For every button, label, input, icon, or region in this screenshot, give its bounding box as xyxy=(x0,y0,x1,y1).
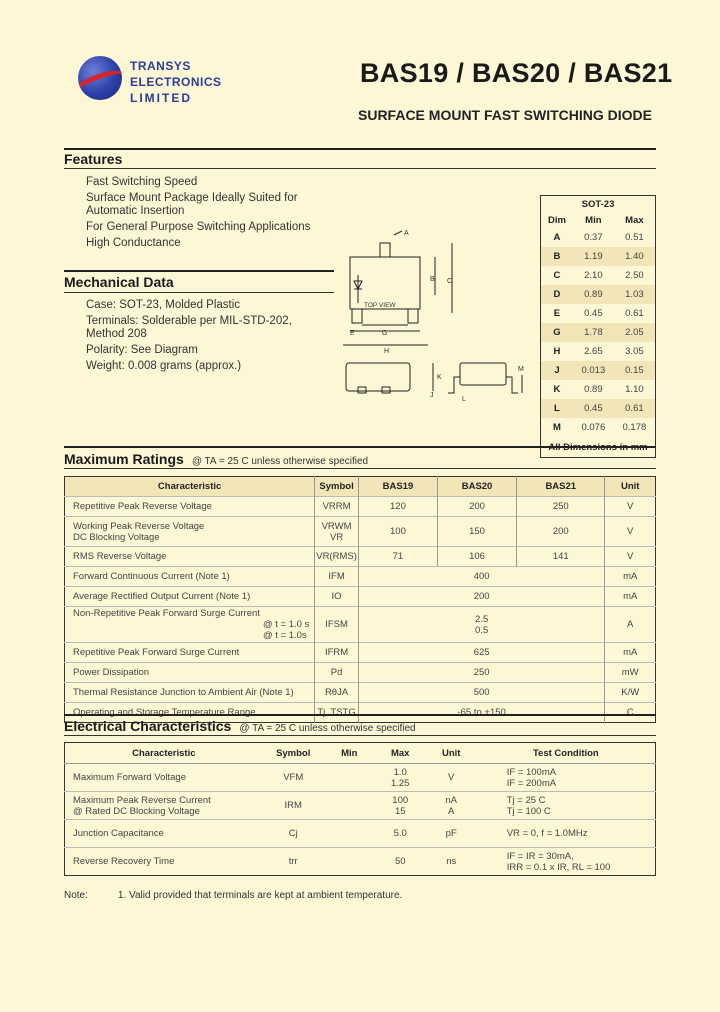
column-header: Symbol xyxy=(263,743,324,764)
unit-cell: V xyxy=(605,517,656,547)
divider xyxy=(64,270,334,272)
dimensions-table xyxy=(540,195,656,458)
page-subtitle: SURFACE MOUNT FAST SWITCHING DIODE xyxy=(358,107,652,123)
value-cell: 71 xyxy=(358,547,437,567)
max-cell xyxy=(375,820,426,848)
table-row xyxy=(541,266,656,285)
characteristic-text: Operating and Storage Temperature Range xyxy=(73,707,256,718)
unit-cell: C xyxy=(605,703,656,723)
column-header: Characteristic xyxy=(65,477,315,497)
characteristic-cell xyxy=(65,848,263,876)
table-row xyxy=(65,663,656,683)
table-row xyxy=(65,587,656,607)
dim-label-m: M xyxy=(518,366,524,373)
min-cell xyxy=(324,792,375,820)
characteristic-cell xyxy=(65,497,315,517)
footnote-label: Note: xyxy=(64,890,88,901)
test-condition-cell xyxy=(477,820,656,848)
characteristic-cell xyxy=(65,820,263,848)
max-ratings-table xyxy=(64,476,656,723)
list-item: For General Purpose Switching Applications xyxy=(86,221,311,233)
unit-cell: mA xyxy=(605,643,656,663)
characteristic-cell xyxy=(65,663,315,683)
value-cell: 200 xyxy=(437,497,516,517)
divider xyxy=(64,735,656,736)
page-title: BAS19 / BAS20 / BAS21 xyxy=(360,58,673,88)
table-cell: 1.03 xyxy=(614,285,656,304)
table-cell: C xyxy=(553,270,561,281)
column-header: BAS21 xyxy=(517,477,605,497)
table-cell: K xyxy=(553,384,561,395)
characteristic-text: @ Rated DC Blocking Voltage xyxy=(73,805,200,817)
value-cell xyxy=(358,587,605,607)
column-header: Dim xyxy=(547,214,566,226)
characteristic-cell xyxy=(65,792,263,820)
value-cell: 100 xyxy=(358,517,437,547)
list-item: Weight: 0.008 grams (approx.) xyxy=(86,360,242,372)
table-row xyxy=(541,323,656,342)
table-row xyxy=(541,304,656,323)
symbol-text: Tj, TSTG xyxy=(317,707,356,718)
unit-text: ns xyxy=(446,856,457,867)
characteristic-cell xyxy=(65,547,315,567)
column-header: Characteristic xyxy=(65,743,263,764)
list-item: Terminals: Solderable per MIL-STD-202, xyxy=(86,315,292,327)
symbol-cell: trr xyxy=(263,848,324,876)
column-header: Max xyxy=(375,743,426,764)
table-row xyxy=(541,380,656,399)
table-row xyxy=(541,228,656,247)
unit-cell xyxy=(426,820,477,848)
column-header: BAS19 xyxy=(358,477,437,497)
table-row xyxy=(541,342,656,361)
value-cell xyxy=(358,643,605,663)
electrical-title: Electrical Characteristics xyxy=(64,718,232,734)
table-row xyxy=(65,517,656,547)
characteristic-text: DC Blocking Voltage xyxy=(73,531,160,543)
table-row xyxy=(541,361,656,380)
divider xyxy=(64,292,334,293)
test-condition-text: Tj = 25 C xyxy=(506,794,546,806)
table-cell: 1.19 xyxy=(573,247,614,266)
dim-label-h: H xyxy=(384,348,390,355)
condition-line: @ t = 1.0s xyxy=(263,630,307,641)
table-cell: 0.61 xyxy=(614,399,656,418)
max-text: 1.0 xyxy=(393,766,407,778)
divider xyxy=(64,714,656,716)
dim-label-j: J xyxy=(430,392,434,399)
dim-label-c: C xyxy=(447,278,453,285)
dim-label-k: K xyxy=(437,374,442,381)
value-cell: 106 xyxy=(437,547,516,567)
max-cell xyxy=(375,764,426,792)
unit-cell: mA xyxy=(605,567,656,587)
unit-cell xyxy=(426,848,477,876)
min-cell xyxy=(324,764,375,792)
table-cell: 0.61 xyxy=(625,308,644,319)
list-item: Fast Switching Speed xyxy=(86,176,198,188)
value-cell: 150 xyxy=(437,517,516,547)
symbol-cell xyxy=(315,547,359,567)
table-cell: 0.37 xyxy=(584,232,603,243)
unit-cell: A xyxy=(605,607,656,643)
package-outline-diagram xyxy=(338,225,538,410)
value-cell: 141 xyxy=(517,547,605,567)
characteristic-text: Maximum Peak Reverse Current xyxy=(73,794,211,806)
column-header: Min xyxy=(585,214,602,226)
symbol-text: IFM xyxy=(328,571,345,582)
electrical-table xyxy=(64,742,656,876)
table-row xyxy=(541,399,656,418)
characteristic-text: Reverse Recovery Time xyxy=(73,856,175,867)
column-header: Unit xyxy=(605,477,656,497)
test-condition-cell xyxy=(477,848,656,876)
symbol-text: VR xyxy=(329,531,344,543)
symbol-text: VRRM xyxy=(322,501,351,512)
max-text: 100 xyxy=(392,794,409,806)
value-text: 400 xyxy=(473,571,490,582)
min-cell xyxy=(324,820,375,848)
characteristic-text: Repetitive Peak Forward Surge Current xyxy=(73,647,240,658)
table-row xyxy=(65,607,656,643)
column-header: Max xyxy=(625,214,644,226)
list-item: Case: SOT-23, Molded Plastic xyxy=(86,299,241,311)
unit-cell xyxy=(426,764,477,792)
symbol-cell xyxy=(315,497,359,517)
unit-cell: V xyxy=(605,547,656,567)
footnote-text: 1. Valid provided that terminals are kept at ambient temperature. xyxy=(117,890,403,901)
features-heading: Features xyxy=(64,151,123,167)
unit-cell: mA xyxy=(605,587,656,607)
table-cell: A xyxy=(553,232,561,243)
symbol-cell: Cj xyxy=(263,820,324,848)
mechanical-list xyxy=(86,298,292,375)
characteristic-text: Maximum Forward Voltage xyxy=(73,772,186,783)
table-cell: 2.50 xyxy=(625,270,644,281)
value-cell: 120 xyxy=(358,497,437,517)
table-cell: D xyxy=(541,285,573,304)
value-cell xyxy=(358,663,605,683)
value-cell: 250 xyxy=(517,497,605,517)
value-cell xyxy=(358,567,605,587)
unit-text: A xyxy=(448,805,455,817)
characteristic-text: Repetitive Peak Reverse Voltage xyxy=(73,501,212,512)
unit-text: nA xyxy=(445,794,458,806)
table-cell: 0.89 xyxy=(584,384,603,395)
table-row xyxy=(65,643,656,663)
characteristic-text: Non-Repetitive Peak Forward Surge Current xyxy=(73,608,260,619)
table-row xyxy=(65,792,656,820)
characteristic-text: Power Dissipation xyxy=(73,667,150,678)
characteristic-cell xyxy=(65,567,315,587)
divider xyxy=(64,446,656,448)
dimensions-caption: SOT-23 xyxy=(581,198,615,210)
column-header: Test Condition xyxy=(477,743,656,764)
test-condition-text: Tj = 100 C xyxy=(506,805,551,817)
characteristic-text: Forward Continuous Current (Note 1) xyxy=(73,571,230,582)
column-header: Min xyxy=(324,743,375,764)
dim-label-e: E xyxy=(350,330,355,337)
value-text: 200 xyxy=(473,591,490,602)
unit-cell: V xyxy=(605,497,656,517)
table-row xyxy=(65,820,656,848)
characteristic-text: Average Rectified Output Current (Note 1) xyxy=(73,591,251,602)
table-cell: L xyxy=(541,399,573,418)
symbol-cell: VFM xyxy=(263,764,324,792)
symbol-cell xyxy=(315,607,359,643)
features-list xyxy=(86,175,310,252)
table-cell: M xyxy=(553,422,561,433)
characteristic-cell xyxy=(65,587,315,607)
mechanical-heading: Mechanical Data xyxy=(64,274,174,290)
column-header: Unit xyxy=(426,743,477,764)
package-pin-top xyxy=(380,243,390,257)
symbol-cell xyxy=(315,587,359,607)
table-cell: 1.10 xyxy=(625,384,644,395)
characteristic-cell xyxy=(65,764,263,792)
value-cell xyxy=(358,607,605,643)
symbol-text: Pd xyxy=(330,667,343,678)
divider xyxy=(64,148,656,150)
max-ratings-title: Maximum Ratings xyxy=(64,451,184,467)
column-header: BAS20 xyxy=(437,477,516,497)
table-row xyxy=(65,497,656,517)
symbol-text: IO xyxy=(331,591,342,602)
value-text: -65 to +150 xyxy=(457,707,506,718)
value-text: 2.5 xyxy=(475,613,489,625)
divider xyxy=(64,468,656,469)
test-condition-cell xyxy=(477,764,656,792)
test-condition-text: VR = 0, f = 1.0MHz xyxy=(506,828,588,839)
table-cell: B xyxy=(541,247,573,266)
table-row xyxy=(65,848,656,876)
table-cell: 0.178 xyxy=(622,422,647,433)
characteristic-cell xyxy=(65,683,315,703)
max-ratings-note: @ TA = 25 C unless otherwise specified xyxy=(191,456,369,467)
symbol-cell xyxy=(315,567,359,587)
symbol-text: VRWM xyxy=(321,520,352,532)
value-text: 250 xyxy=(473,667,490,678)
test-condition-text: IRR = 0.1 x IR, RL = 100 xyxy=(506,861,611,873)
min-cell xyxy=(324,848,375,876)
table-cell: J xyxy=(541,361,573,380)
package-pin-left xyxy=(352,309,362,323)
table-row xyxy=(65,683,656,703)
symbol-cell xyxy=(315,517,359,547)
table-row xyxy=(65,547,656,567)
unit-cell: K/W xyxy=(605,683,656,703)
table-cell: G xyxy=(541,323,573,342)
footnote xyxy=(64,890,402,901)
condition-text xyxy=(73,619,313,641)
dimensions-footer: All Dimensions in mm xyxy=(548,441,648,453)
characteristic-text: RMS Reverse Voltage xyxy=(73,551,167,562)
condition-line: @ t = 1.0 s xyxy=(263,619,310,630)
table-row xyxy=(541,247,656,266)
max-text: 5.0 xyxy=(393,828,407,839)
value-text: 500 xyxy=(473,687,490,698)
characteristic-text: Working Peak Reverse Voltage xyxy=(73,520,205,532)
dim-label-b: B xyxy=(430,276,435,283)
characteristic-text: Junction Capacitance xyxy=(73,828,164,839)
dim-label-l: L xyxy=(462,396,466,403)
list-item: High Conductance xyxy=(86,237,181,249)
symbol-text: RθJA xyxy=(324,687,349,698)
symbol-cell xyxy=(315,683,359,703)
unit-text: V xyxy=(448,772,455,783)
table-row xyxy=(541,418,656,437)
table-row xyxy=(65,567,656,587)
test-condition-text: IF = 100mA xyxy=(506,766,557,778)
test-condition-cell xyxy=(477,792,656,820)
table-cell: 2.65 xyxy=(584,346,603,357)
table-cell: 0.89 xyxy=(573,285,614,304)
symbol-cell: IRM xyxy=(263,792,324,820)
max-cell xyxy=(375,848,426,876)
divider xyxy=(64,168,656,169)
dim-label-g: G xyxy=(382,330,388,337)
list-item: Surface Mount Package Ideally Suited for xyxy=(86,192,298,204)
list-item: Method 208 xyxy=(86,328,147,340)
table-cell: 0.45 xyxy=(573,399,614,418)
value-cell xyxy=(358,683,605,703)
table-cell: 1.78 xyxy=(573,323,614,342)
max-ratings-heading xyxy=(64,451,368,467)
symbol-text: IFSM xyxy=(325,619,348,630)
test-condition-text: IF = 200mA xyxy=(506,777,557,789)
table-cell: H xyxy=(553,346,561,357)
value-text: 0.5 xyxy=(475,624,489,636)
table-cell: 0.076 xyxy=(581,422,606,433)
dim-label-a: A xyxy=(404,230,409,237)
characteristic-cell xyxy=(65,517,315,547)
table-cell: 0.51 xyxy=(625,232,644,243)
max-text: 1.25 xyxy=(390,777,410,789)
table-cell: 0.013 xyxy=(573,361,614,380)
table-cell: 2.05 xyxy=(614,323,656,342)
symbol-cell xyxy=(315,663,359,683)
electrical-note: @ TA = 25 C unless otherwise specified xyxy=(239,723,416,734)
table-cell: 1.40 xyxy=(614,247,656,266)
symbol-text: VR(RMS) xyxy=(316,551,357,562)
top-view-label: TOP VIEW xyxy=(364,302,396,309)
table-cell: 3.05 xyxy=(625,346,644,357)
company-name-line1: TRANSYS xyxy=(130,59,191,73)
max-text: 15 xyxy=(394,805,406,817)
value-text: 625 xyxy=(473,647,490,658)
column-header: Symbol xyxy=(315,477,359,497)
characteristic-text: Thermal Resistance Junction to Ambient Air (Note 1) xyxy=(73,687,294,698)
symbol-text: IFRM xyxy=(324,647,349,658)
symbol-cell xyxy=(315,643,359,663)
value-cell: 200 xyxy=(517,517,605,547)
company-name-line3: LIMITED xyxy=(130,91,192,105)
table-row xyxy=(65,764,656,792)
table-cell: E xyxy=(553,308,561,319)
max-cell xyxy=(375,792,426,820)
unit-text: pF xyxy=(445,828,457,839)
characteristic-cell xyxy=(65,643,315,663)
table-row xyxy=(541,285,656,304)
max-text: 50 xyxy=(394,856,406,867)
characteristic-cell xyxy=(65,607,315,643)
company-name-line2: ELECTRONICS xyxy=(130,75,222,89)
table-cell: 0.15 xyxy=(614,361,656,380)
table-cell: 0.45 xyxy=(584,308,603,319)
list-item: Automatic Insertion xyxy=(86,205,185,217)
package-pin-right xyxy=(408,309,418,323)
test-condition-text: IF = IR = 30mA, xyxy=(506,850,574,862)
table-cell: 2.10 xyxy=(584,270,603,281)
electrical-heading xyxy=(64,718,416,734)
list-item: Polarity: See Diagram xyxy=(86,344,198,356)
unit-cell: mW xyxy=(605,663,656,683)
company-logo-icon xyxy=(78,56,122,100)
unit-cell xyxy=(426,792,477,820)
